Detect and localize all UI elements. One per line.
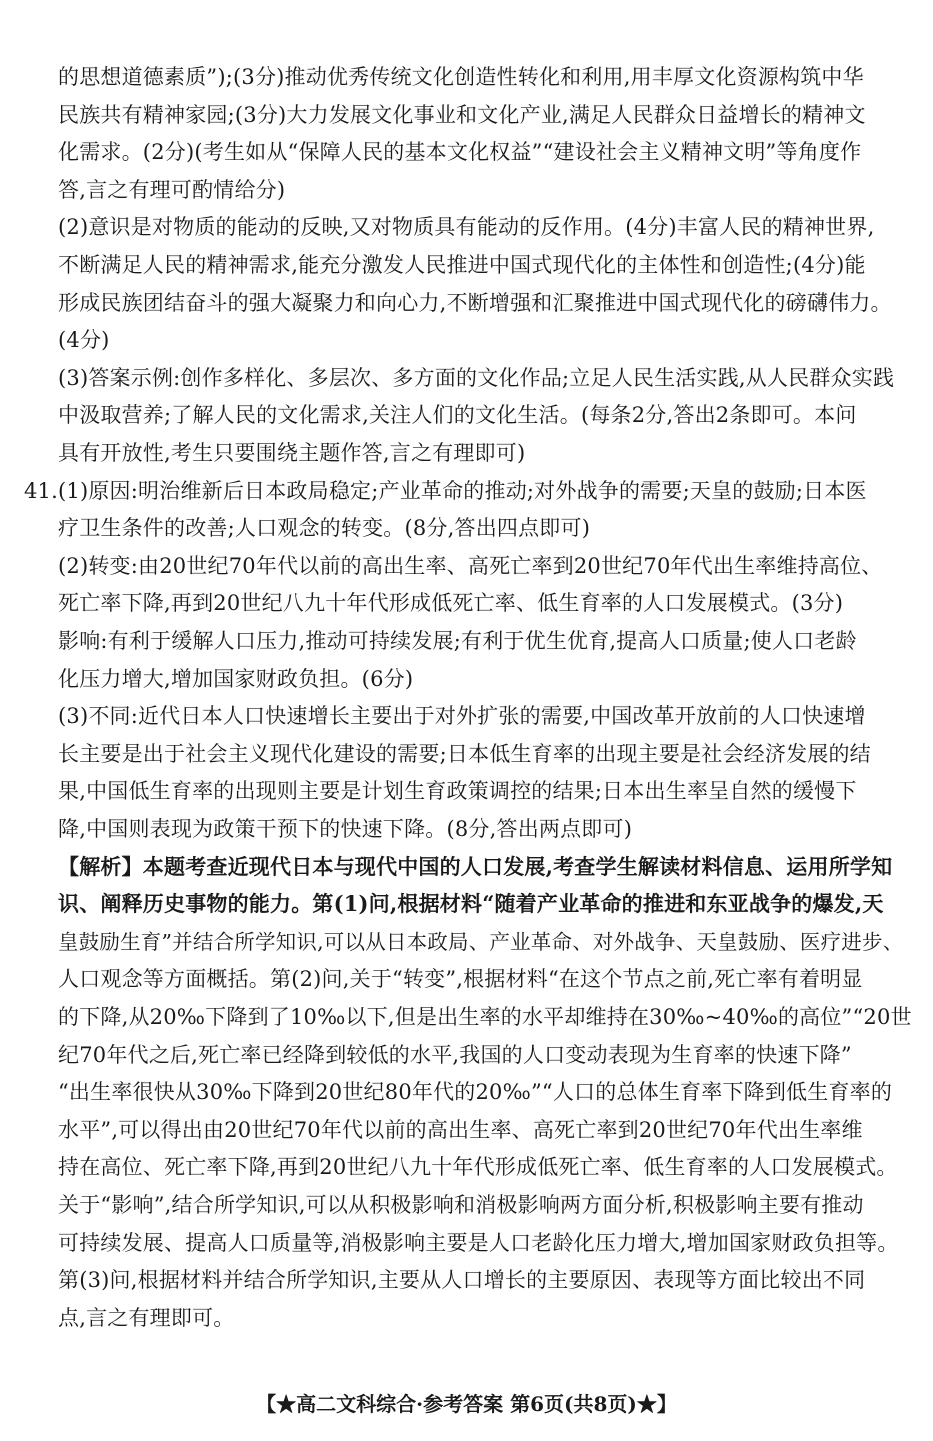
text-line: 形成民族团结奋斗的强大凝聚力和向心力,不断增强和汇聚推进中国式现代化的磅礴伟力。 bbox=[58, 290, 892, 315]
text-line: 的思想道德素质”);(3分)推动优秀传统文化创造性转化和利用,用丰厚文化资源构筑中华 bbox=[58, 65, 864, 89]
text-line: 影响:有利于缓解人口压力,推动可持续发展;有利于优生优育,提高人口质量;使人口老龄 bbox=[58, 629, 857, 653]
text-line: (3)不同:近代日本人口快速增长主要出于对外扩张的需要,中国改革开放前的人口快速增 bbox=[58, 704, 866, 729]
analysis-line: 人口观念等方面概括。第(2)问,关于“转变”,根据材料“在这个节点之前,死亡率有着明显 bbox=[58, 967, 863, 992]
analysis-line: 持在高位、死亡率下降,再到20世纪八九十年代形成低死亡率、低生育率的人口发展模式。 bbox=[58, 1155, 898, 1180]
text-line: (2)转变:由20世纪70年代以前的高出生率、高死亡率到20世纪70年代出生率维持高位、 bbox=[58, 553, 883, 578]
analysis-line: 第(3)问,根据材料并结合所学知识,主要从人口增长的主要原因、表现等方面比较出不同 bbox=[58, 1268, 866, 1293]
analysis-line: 识、阐释历史事物的能力。第(1)问,根据材料“随着产业革命的推进和东亚战争的爆发,天 bbox=[58, 891, 884, 917]
analysis-line: 可持续发展、提高人口质量等,消极影响主要是人口老龄化压力增大,增加国家财政负担等。 bbox=[58, 1230, 899, 1255]
text-line: 死亡率下降,再到20世纪八九十年代形成低死亡率、低生育率的人口发展模式。(3分) bbox=[58, 591, 844, 616]
page-footer: 【★高二文科综合·参考答案 第6页(共8页)★】 bbox=[256, 1392, 677, 1416]
analysis-line: 的下降,从20‰下降到了10‰以下,但是出生率的水平却维持在30‰~40‰的高位”“20世 bbox=[58, 1005, 912, 1029]
question-41-line: 41.(1)原因:明治维新后日本政局稳定;产业革命的推动;对外战争的需要;天皇的鼓励;日本医 bbox=[24, 478, 867, 503]
text-line: 具有开放性,考生只要围绕主题作答,言之有理即可) bbox=[58, 441, 526, 465]
text-line: (2)意识是对物质的能动的反映,又对物质具有能动的反作用。(4分)丰富人民的精神世界, bbox=[58, 215, 875, 240]
text-line: 答,言之有理可酌情给分) bbox=[58, 177, 286, 202]
text-line: 长主要是出于社会主义现代化建设的需要;日本低生育率的出现主要是社会经济发展的结 bbox=[58, 741, 871, 766]
text-line: 疗卫生条件的改善;人口观念的转变。(8分,答出四点即可) bbox=[58, 516, 591, 541]
analysis-line: “出生率很快从30‰下降到20世纪80年代的20‰”“人口的总体生育率下降到低生育率的 bbox=[58, 1080, 893, 1105]
text-line: 中汲取营养;了解人民的文化需求,关注人们的文化生活。(每条2分,答出2条即可。本问 bbox=[58, 403, 857, 428]
analysis-heading-line: 【解析】本题考查近现代日本与现代中国的人口发展,考查学生解读材料信息、运用所学知 bbox=[58, 853, 893, 879]
text-line: 化需求。(2分)(考生如从“保障人民的基本文化权益”“建设社会主义精神文明”等角度作 bbox=[58, 140, 862, 165]
text-line: 不断满足人民的精神需求,能充分激发人民推进中国式现代化的主体性和创造性;(4分)能 bbox=[58, 253, 866, 277]
analysis-line: 点,言之有理即可。 bbox=[58, 1305, 235, 1330]
analysis-line: 皇鼓励生育”并结合所学知识,可以从日本政局、产业革命、对外战争、天皇鼓励、医疗进步、 bbox=[58, 929, 904, 954]
analysis-line: 关于“影响”,结合所学知识,可以从积极影响和消极影响两方面分析,积极影响主要有推动 bbox=[58, 1193, 864, 1217]
analysis-line: 水平”,可以得出由20世纪70年代以前的高出生率、高死亡率到20世纪70年代出生率维 bbox=[58, 1117, 863, 1142]
text-line: 民族共有精神家园;(3分)大力发展文化事业和文化产业,满足人民群众日益增长的精神文 bbox=[58, 102, 866, 127]
text-line: 化压力增大,增加国家财政负担。(6分) bbox=[58, 666, 414, 691]
text-line: 果,中国低生育率的出现则主要是计划生育政策调控的结果;日本出生率呈自然的缓慢下 bbox=[58, 779, 857, 804]
analysis-line: 纪70年代之后,死亡率已经降到较低的水平,我国的人口变动表现为生育率的快速下降” bbox=[58, 1042, 852, 1067]
text-line: (3)答案示例:创作多样化、多层次、多方面的文化作品;立足人民生活实践,从人民群众实践 bbox=[58, 365, 895, 390]
text-line: (4分) bbox=[58, 328, 110, 353]
text-line: 降,中国则表现为政策干预下的快速下降。(8分,答出两点即可) bbox=[58, 817, 633, 841]
